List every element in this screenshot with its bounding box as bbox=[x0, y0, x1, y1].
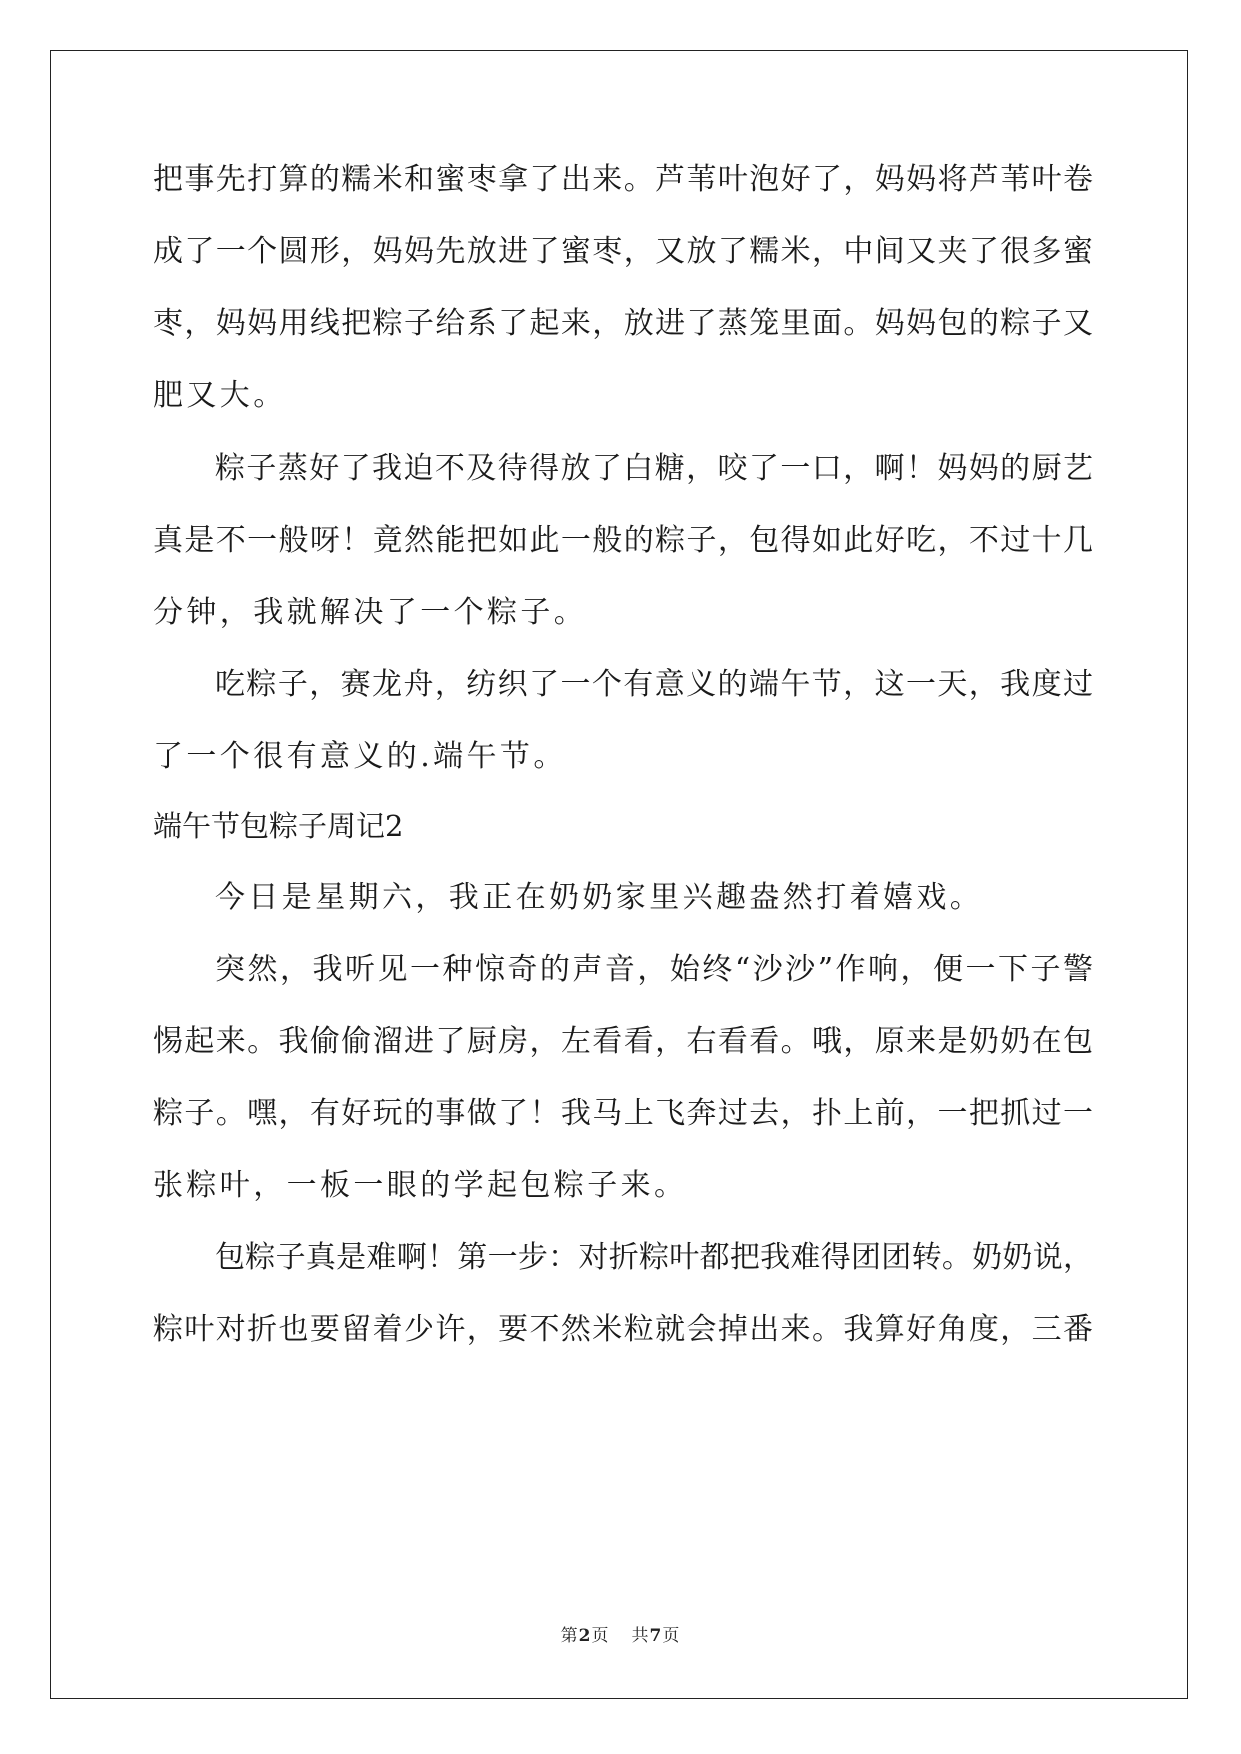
text-line: 张粽叶，一板一眼的学起包粽子来。 bbox=[153, 1168, 688, 1203]
text-line: 真是不一般呀！竟然能把如此一般的粽子，包得如此好吃，不过十几 bbox=[153, 523, 1093, 558]
total-prefix: 共 bbox=[631, 1626, 650, 1646]
text-line: 把事先打算的糯米和蜜枣拿了出来。芦苇叶泡好了，妈妈将芦苇叶卷 bbox=[153, 162, 1093, 197]
page-border bbox=[50, 50, 1188, 1699]
page-current: 2 bbox=[578, 1626, 592, 1646]
text-line: 今日是星期六，我正在奶奶家里兴趣盎然打着嬉戏。 bbox=[215, 880, 984, 915]
text-line: 突然，我听见一种惊奇的声音，始终“沙沙”作响，便一下子警 bbox=[215, 952, 1093, 987]
text-line: 惕起来。我偷偷溜进了厨房，左看看，右看看。哦，原来是奶奶在包 bbox=[153, 1024, 1093, 1059]
text-line: 分钟，我就解决了一个粽子。 bbox=[153, 595, 588, 630]
page-prefix: 第 bbox=[560, 1626, 579, 1646]
text-line: 枣，妈妈用线把粽子给系了起来，放进了蒸笼里面。妈妈包的粽子又 bbox=[153, 306, 1093, 341]
page-suffix: 页 bbox=[591, 1626, 610, 1646]
page-total: 7 bbox=[649, 1626, 663, 1646]
section-heading: 端午节包粽子周记2 bbox=[153, 809, 404, 843]
text-line: 吃粽子，赛龙舟，纺织了一个有意义的端午节，这一天，我度过 bbox=[215, 667, 1093, 702]
page-footer bbox=[0, 1621, 1241, 1646]
text-line: 粽叶对折也要留着少许，要不然米粒就会掉出来。我算好角度，三番 bbox=[153, 1312, 1093, 1347]
text-line: 了一个很有意义的.端午节。 bbox=[153, 739, 567, 774]
text-line: 成了一个圆形，妈妈先放进了蜜枣，又放了糯米，中间又夹了很多蜜 bbox=[153, 234, 1093, 269]
text-line: 包粽子真是难啊！第一步：对折粽叶都把我难得团团转。奶奶说， bbox=[215, 1240, 1093, 1275]
text-line: 肥又大。 bbox=[153, 378, 287, 413]
text-line: 粽子蒸好了我迫不及待得放了白糖，咬了一口，啊！妈妈的厨艺 bbox=[215, 451, 1093, 486]
text-line: 粽子。嘿，有好玩的事做了！我马上飞奔过去，扑上前，一把抓过一 bbox=[153, 1096, 1093, 1131]
total-suffix: 页 bbox=[662, 1626, 681, 1646]
